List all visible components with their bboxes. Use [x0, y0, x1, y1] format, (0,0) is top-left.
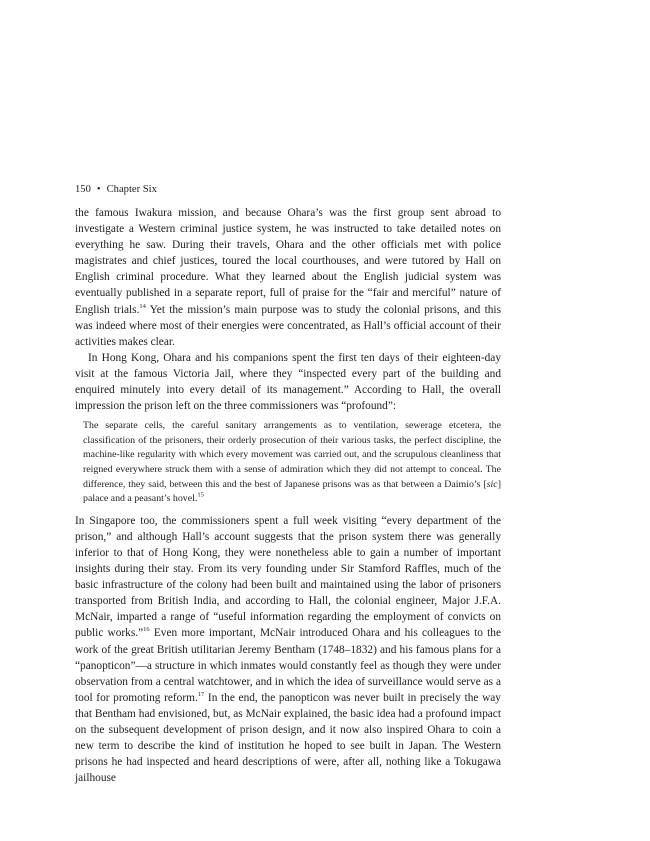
- chapter-title: Chapter Six: [106, 184, 157, 195]
- paragraph-3: [75, 513, 501, 787]
- quote-text-b: ] palace and a peasant’s hovel.: [83, 478, 501, 505]
- paragraph-2: In Hong Kong, Ohara and his companions spent the first ten days of their eighteen-day visit at the famous Victoria Jail, where they “inspected every part of the building and enquired minutely into every detail of its management.” According to Hall, the overall impression the prison left on the three commissioners was “profound”:: [75, 351, 501, 413]
- paragraph-1-text-b: Yet the mission’s main purpose was to study the colonial prisons, and this was indeed where most of their energies were concentrated, as Hall’s official account of their activities makes clear.: [75, 303, 501, 348]
- footnote-ref-14: 14: [139, 302, 146, 310]
- footnote-ref-16: 16: [143, 626, 150, 634]
- block-quote: [83, 419, 501, 507]
- paragraph-3-text-a: In Singapore too, the commissioners spent a full week visiting “every department of the prison,” and although Hall’s account suggests that the prison system there was generally inferior to that of Hong Kong, they were nonetheless able to gain a number of important insights during their stay. From its very founding under Sir Stamford Raffles, much of the basic infrastructure of the colony had been built and maintained using the labor of prisoners transported from British India, and according to Hall, the colonial engineer, Major J.F.A. McNair, imparted a range of “useful information regarding the employment of convicts on public works.”: [75, 514, 501, 640]
- paragraph-1-text-a: the famous Iwakura mission, and because Ohara’s was the first group sent abroad to investigate a Western criminal justice system, he was instructed to take detailed notes on everything he saw. During their travels, Ohara and the other officials met with police magistrates and chief justices, toured the local courthouses, and were tutored by Hall on English criminal procedure. What they learned about the English judicial system was eventually published in a separate report, full of praise for the “fair and merciful” nature of English trials.: [75, 207, 501, 316]
- paragraph-3-text-c: In the end, the panopticon was never built in precisely the way that Bentham had envisioned, but, as McNair explained, the basic idea had a profound impact on the subsequent development of prison design, and it now also inspired Ohara to coin a new term to describe the kind of institution he hoped to see built in Japan. The Western prisons he had inspected and heard descriptions of were, after all, nothing like a Tokugawa jailhouse: [75, 691, 501, 785]
- running-head: [75, 183, 525, 197]
- bullet-separator: •: [96, 184, 101, 195]
- quote-text-a: The separate cells, the careful sanitary arrangements as to ventilation, sewerage etcetera, the classification of the prisoners, their orderly prosecution of their various tasks, the perfect discipline, the machine-like regularity with which every movement was carried out, and the scrupulous cleanliness that reigned everywhere struck them with a sense of admiration which they did not attempt to conceal. The difference, they said, between this and the best of Japanese prisons was as that between a Daimio’s [: [83, 420, 501, 490]
- paragraph-3-text-b: Even more important, McNair introduced Ohara and his colleagues to the work of the great British utilitarian Jeremy Bentham (1748–1832) and his famous plans for a “panopticon”—a structure in which inmates would constantly feel as though they were under observation from a central watchtower, and in which the idea of surveillance would serve as a tool for promoting reform.: [75, 627, 501, 704]
- body-text: [75, 205, 501, 786]
- page-number: 150: [75, 184, 91, 195]
- quote-sic: sic: [486, 478, 498, 490]
- footnote-ref-17: 17: [197, 691, 205, 699]
- footnote-ref-15: 15: [197, 491, 204, 499]
- paragraph-1: [75, 205, 501, 350]
